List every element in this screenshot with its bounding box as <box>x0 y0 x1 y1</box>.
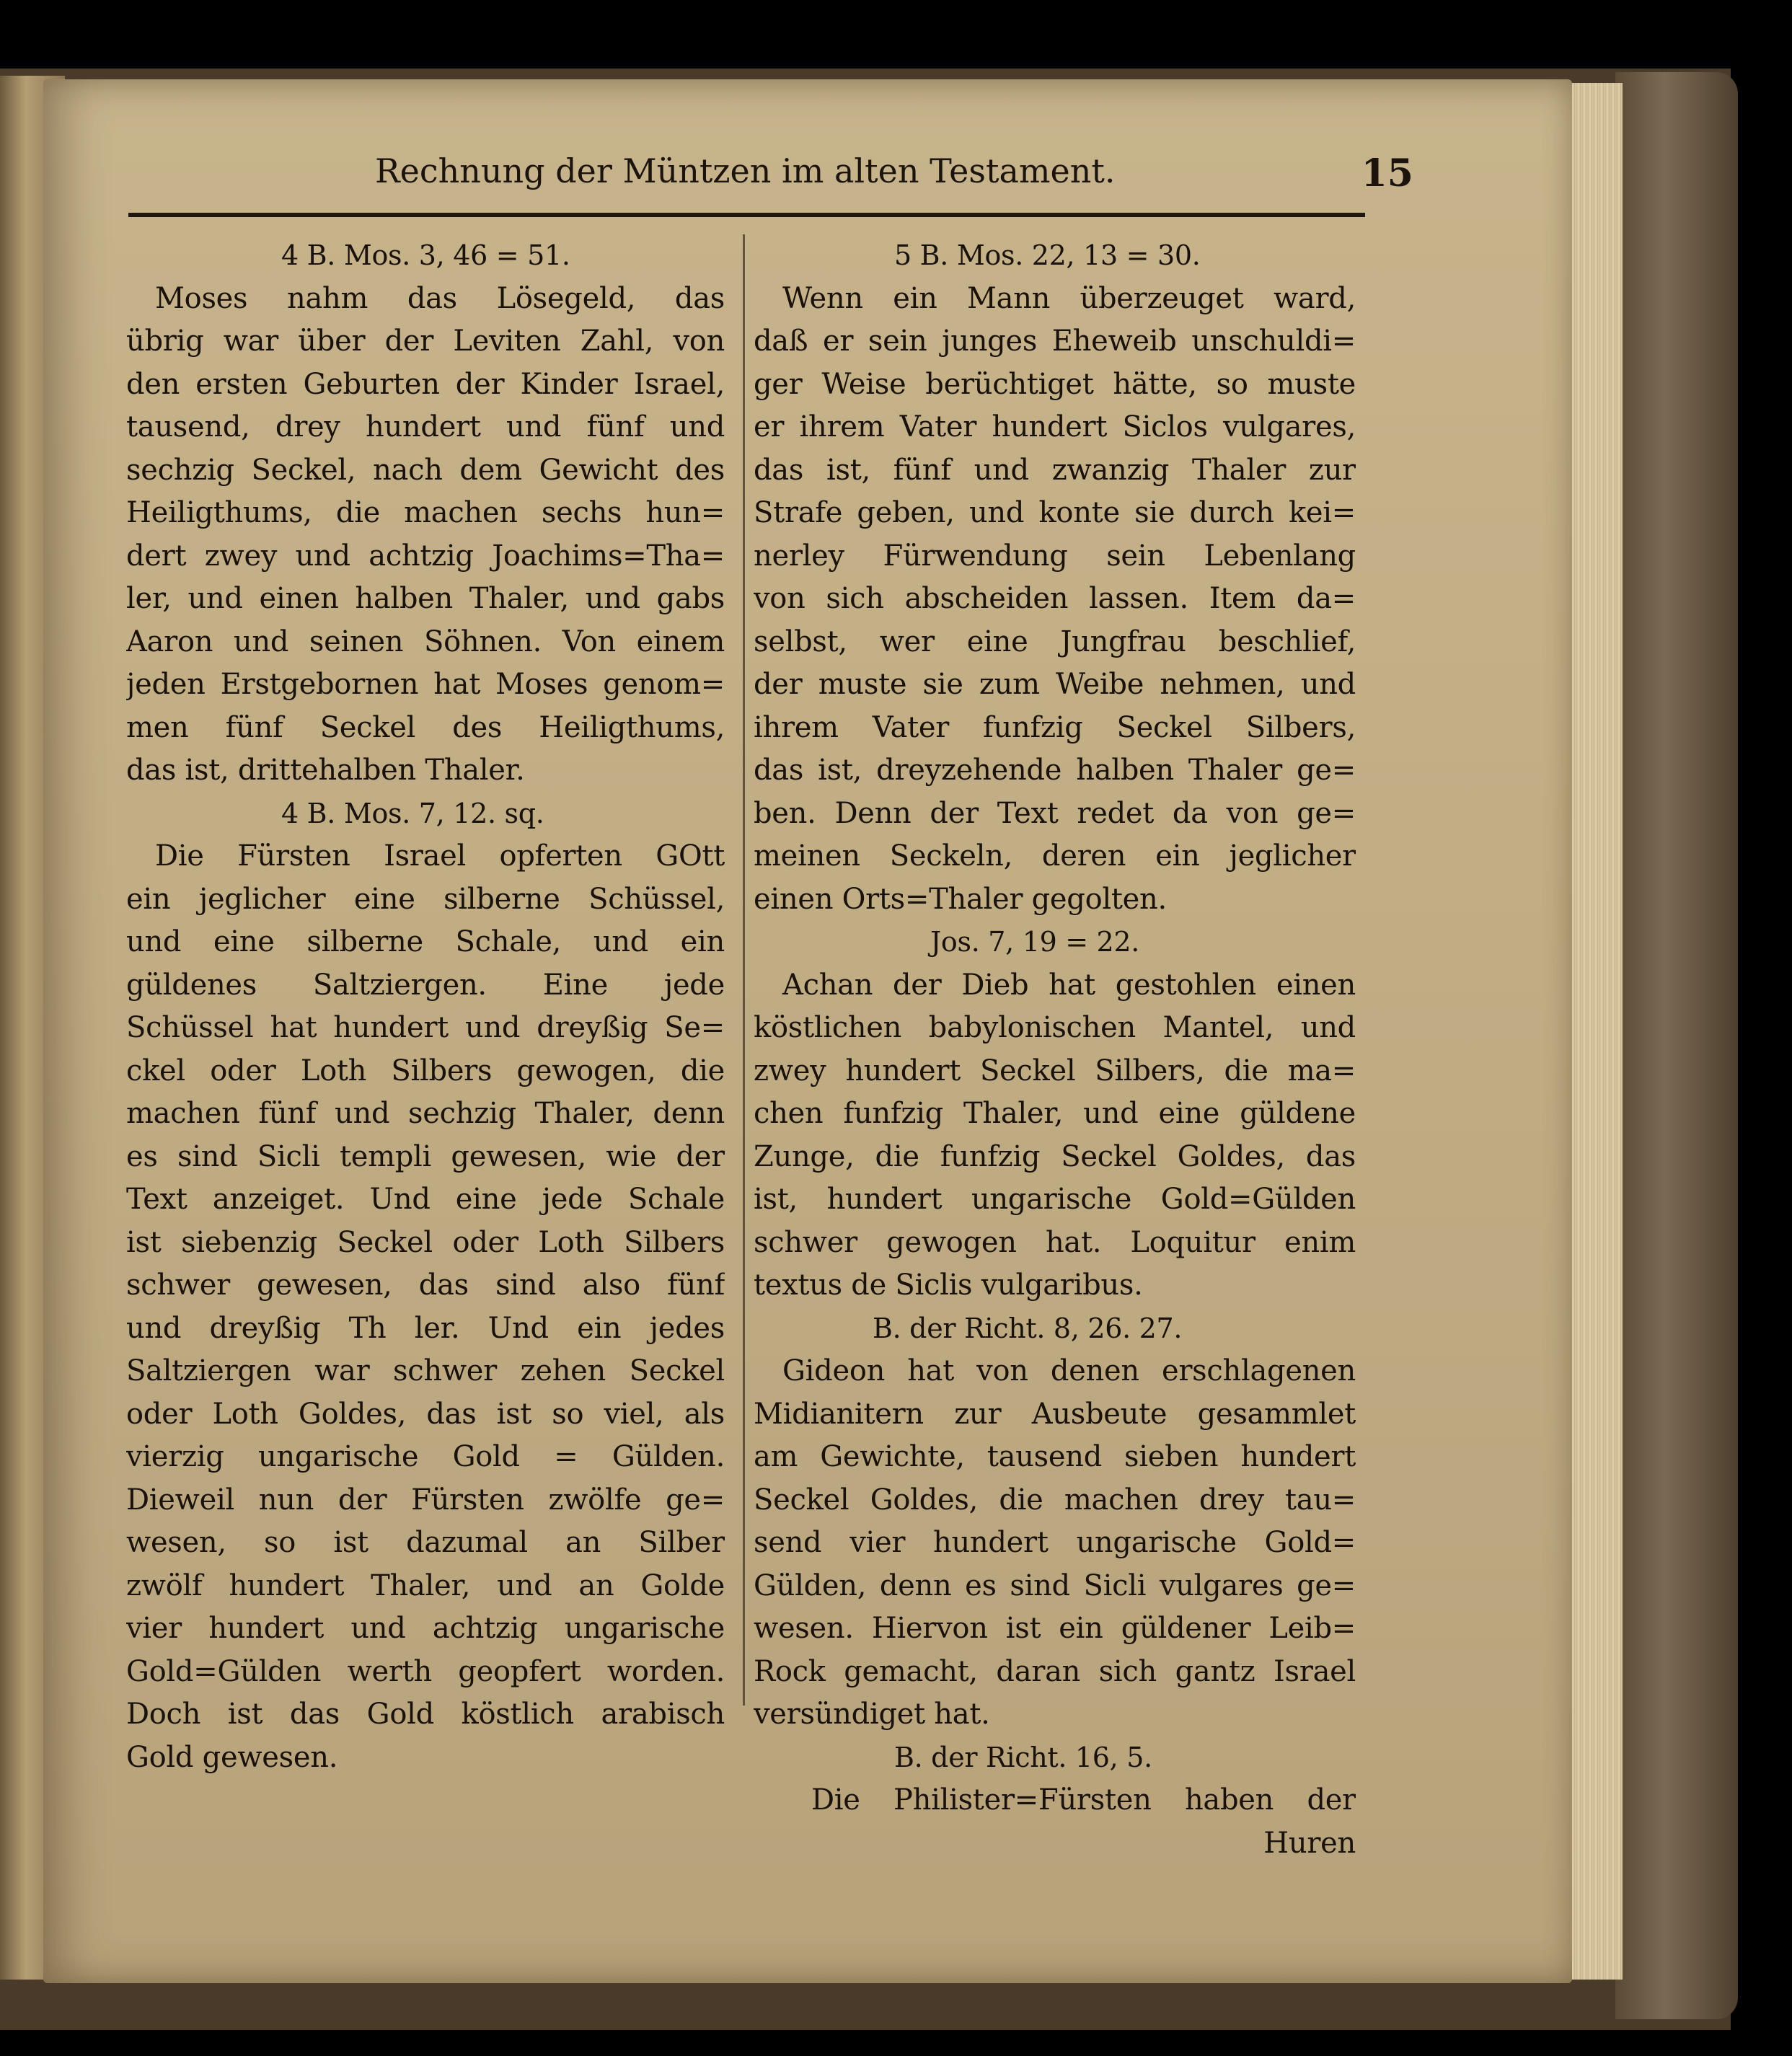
text-line: das ist, fünf und zwanzig Thaler zur <box>754 453 1356 487</box>
column-divider <box>743 234 745 1706</box>
book-cover <box>1615 72 1738 2019</box>
section-reference: B. der Richt. 8, 26. 27. <box>873 1312 1183 1344</box>
text-line: send vier hundert ungarische Gold= <box>754 1526 1356 1559</box>
text-line: ler, und einen halben Thaler, und gabs <box>126 582 725 615</box>
page-number: 15 <box>1361 151 1413 195</box>
text-line: der muste sie zum Weibe nehmen, und <box>754 668 1356 701</box>
text-line: Dieweil nun der Fürsten zwölfe ge= <box>126 1483 725 1517</box>
catchword: Huren <box>1263 1826 1356 1860</box>
text-line: Zunge, die funfzig Seckel Goldes, das <box>754 1139 1356 1173</box>
text-line: am Gewichte, tausend sieben hundert <box>754 1440 1356 1473</box>
text-line: das ist, dreyzehende halben Thaler ge= <box>754 754 1356 787</box>
text-line: nerley Fürwendung sein Lebenlang <box>754 539 1356 573</box>
section-reference: B. der Richt. 16, 5. <box>894 1741 1152 1773</box>
left-column <box>126 234 725 1779</box>
text-line: Achan der Dieb hat gestohlen einen <box>782 968 1356 1002</box>
text-line: Heiligthums, die machen sechs hun= <box>126 496 725 529</box>
text-line: men fünf Seckel des Heiligthums, <box>126 710 725 744</box>
text-line: Saltziergen war schwer zehen Seckel <box>126 1354 725 1387</box>
text-line: zwey hundert Seckel Silbers, die ma= <box>754 1054 1356 1087</box>
text-line: und eine silberne Schale, und ein <box>126 925 725 958</box>
text-line: Gold gewesen. <box>126 1740 338 1774</box>
text-line: ben. Denn der Text redet da von ge= <box>754 796 1356 830</box>
text-line: den ersten Geburten der Kinder Israel, <box>126 367 725 401</box>
text-line: er ihrem Vater hundert Siclos vulgares, <box>754 410 1356 444</box>
text-line: Wenn ein Mann überzeuget ward, <box>782 281 1356 315</box>
text-line: dert zwey und achtzig Joachims=Tha= <box>126 539 725 573</box>
text-line: Doch ist das Gold köstlich arabisch <box>126 1698 725 1731</box>
text-line: köstlichen babylonischen Mantel, und <box>754 1011 1356 1044</box>
text-line: ckel oder Loth Silbers gewogen, die <box>126 1054 725 1087</box>
text-line: Gold=Gülden werth geopfert worden. <box>126 1654 725 1688</box>
text-line: oder Loth Goldes, das ist so viel, als <box>126 1397 725 1431</box>
text-line: machen fünf und sechzig Thaler, denn <box>126 1097 725 1130</box>
right-column <box>754 234 1356 1865</box>
text-line: Moses nahm das Lösegeld, das <box>155 281 725 315</box>
text-line: wesen. Hiervon ist ein güldener Leib= <box>754 1612 1356 1645</box>
text-line: jeden Erstgebornen hat Moses genom= <box>126 668 725 701</box>
text-line: Die Fürsten Israel opferten GOtt <box>155 839 725 873</box>
text-line: güldenes Saltziergen. Eine jede <box>126 968 725 1002</box>
text-line: es sind Sicli templi gewesen, wie der <box>126 1139 725 1173</box>
text-line: ist siebenzig Seckel oder Loth Silbers <box>126 1225 725 1259</box>
text-line: chen funfzig Thaler, und eine güldene <box>754 1097 1356 1130</box>
text-line: ihrem Vater funfzig Seckel Silbers, <box>754 710 1356 744</box>
text-line: meinen Seckeln, deren ein jeglicher <box>754 839 1356 873</box>
text-line: vier hundert und achtzig ungarische <box>126 1612 725 1645</box>
text-line: textus de Siclis vulgaribus. <box>754 1269 1143 1302</box>
text-line: vierzig ungarische Gold = Gülden. <box>126 1440 725 1473</box>
text-line: Schüssel hat hundert und dreyßig Se= <box>126 1011 725 1044</box>
text-line: Gülden, denn es sind Sicli vulgares ge= <box>754 1569 1356 1602</box>
text-line: tausend, drey hundert und fünf und <box>126 410 725 444</box>
text-line: selbst, wer eine Jungfrau beschlief, <box>754 625 1356 658</box>
text-line: Aaron und seinen Söhnen. Von einem <box>126 625 725 658</box>
text-line: Gideon hat von denen erschlagenen <box>782 1354 1356 1387</box>
text-line: von sich abscheiden lassen. Item da= <box>754 582 1356 615</box>
text-line: Die Philister=Fürsten haben der <box>811 1783 1356 1817</box>
text-line: sechzig Seckel, nach dem Gewicht des <box>126 453 725 487</box>
text-line: das ist, drittehalben Thaler. <box>126 754 525 787</box>
running-header <box>375 144 1413 202</box>
text-line: schwer gewogen hat. Loquitur enim <box>754 1225 1356 1259</box>
text-line: wesen, so ist dazumal an Silber <box>126 1526 725 1559</box>
text-line: ger Weise berüchtiget hätte, so muste <box>754 367 1356 401</box>
header-rule <box>128 213 1365 217</box>
text-line: Text anzeiget. Und eine jede Schale <box>126 1183 725 1216</box>
text-line: ist, hundert ungarische Gold=Gülden <box>754 1183 1356 1216</box>
text-line: Rock gemacht, daran sich gantz Israel <box>754 1654 1356 1688</box>
text-line: schwer gewesen, das sind also fünf <box>126 1269 725 1302</box>
text-line: ein jeglicher eine silberne Schüssel, <box>126 882 725 916</box>
text-line: einen Orts=Thaler gegolten. <box>754 882 1167 916</box>
text-line: Seckel Goldes, die machen drey tau= <box>754 1483 1356 1517</box>
section-reference: 4 B. Mos. 3, 46 = 51. <box>281 239 570 271</box>
text-line: Midianitern zur Ausbeute gesammlet <box>754 1397 1356 1431</box>
text-line: Strafe geben, und konte sie durch kei= <box>754 496 1356 529</box>
text-line: und dreyßig Th ler. Und ein jedes <box>126 1311 725 1345</box>
running-title: Rechnung der Müntzen im alten Testament. <box>375 151 1116 190</box>
section-reference: 4 B. Mos. 7, 12. sq. <box>281 797 544 829</box>
text-line: daß er sein junges Eheweib unschuldi= <box>754 325 1356 358</box>
text-line: übrig war über der Leviten Zahl, von <box>126 325 725 358</box>
section-reference: 5 B. Mos. 22, 13 = 30. <box>894 239 1201 271</box>
text-line: zwölf hundert Thaler, und an Golde <box>126 1569 725 1602</box>
section-reference: Jos. 7, 19 = 22. <box>930 926 1140 958</box>
text-line: versündiget hat. <box>754 1698 990 1731</box>
